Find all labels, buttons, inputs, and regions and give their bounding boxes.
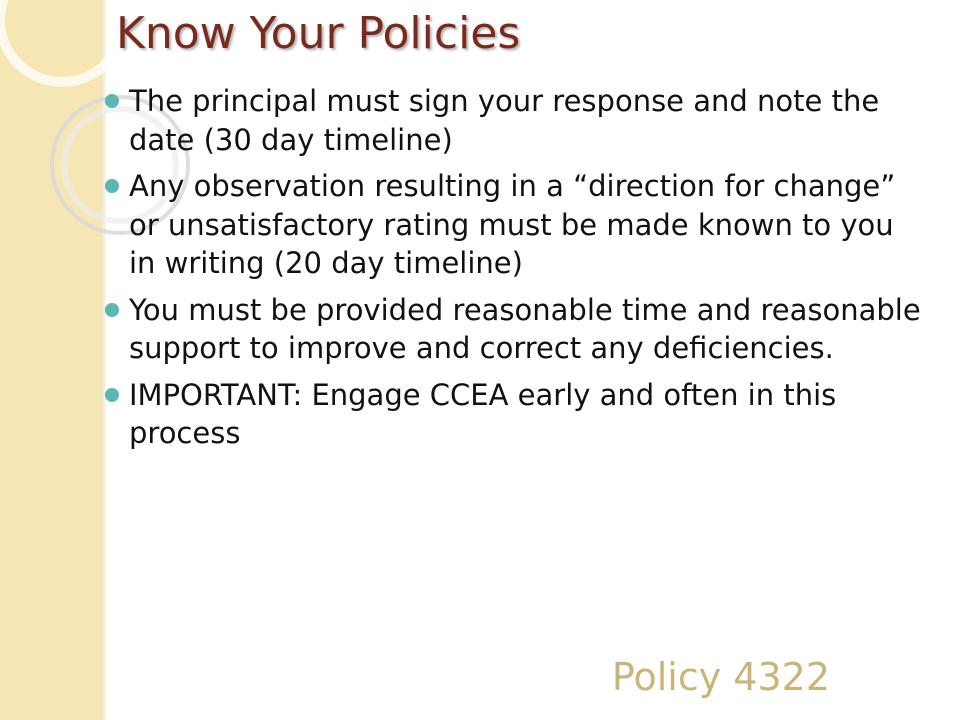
- bullet-dot-icon: [105, 388, 119, 402]
- bullet-text: The principal must sign your response and note the date (30 day timeline): [129, 84, 880, 157]
- bullet-item: [103, 376, 923, 453]
- bullet-item: [103, 167, 923, 283]
- bullet-text: Any observation resulting in a “direction for change” or unsatisfactory rating must be made known to you in writing (20 day timeline): [129, 169, 896, 280]
- bullet-text: IMPORTANT: Engage CCEA early and often in this process: [129, 377, 837, 450]
- slide-title: Know Your Policies: [116, 8, 521, 59]
- policy-footer: Policy 4322: [611, 655, 830, 699]
- bullet-text: You must be provided reasonable time and reasonable support to improve and correct any deficiencies.: [129, 292, 921, 365]
- bullet-dot-icon: [105, 303, 119, 317]
- bullet-item: [103, 291, 923, 368]
- bullet-list: [103, 82, 923, 461]
- bullet-item: [103, 82, 923, 159]
- bullet-dot-icon: [105, 179, 119, 193]
- bullet-dot-icon: [105, 94, 119, 108]
